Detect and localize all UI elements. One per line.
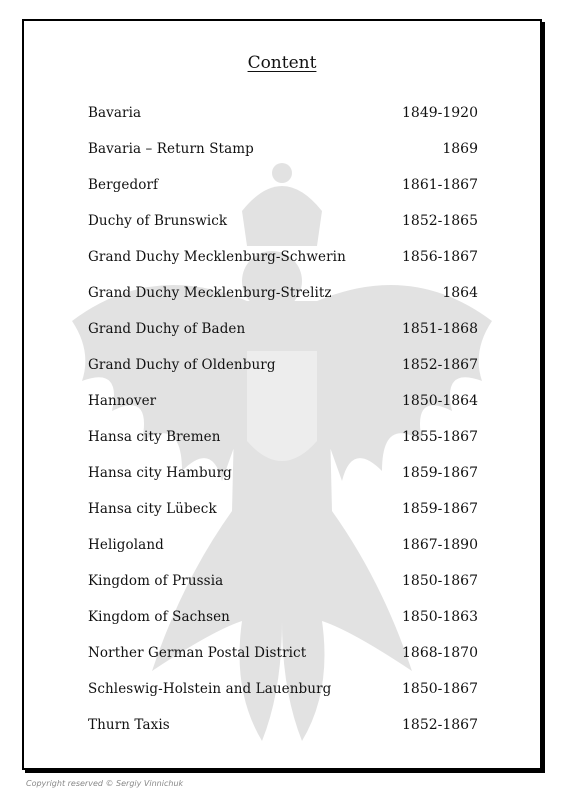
entry-name: Hansa city Bremen xyxy=(88,429,221,445)
entry-name: Thurn Taxis xyxy=(88,717,170,733)
entry-name: Grand Duchy Mecklenburg-Schwerin xyxy=(88,249,346,265)
list-item xyxy=(88,203,478,239)
entry-name: Bergedorf xyxy=(88,177,159,193)
entry-name: Grand Duchy of Oldenburg xyxy=(88,357,276,373)
list-item xyxy=(88,347,478,383)
page-frame xyxy=(22,19,542,770)
entry-years: 1852-1867 xyxy=(402,357,478,373)
entry-years: 1850-1864 xyxy=(402,393,478,409)
entry-years: 1868-1870 xyxy=(402,645,478,661)
list-item xyxy=(88,275,478,311)
entry-years: 1864 xyxy=(442,285,478,301)
entry-years: 1855-1867 xyxy=(402,429,478,445)
entry-name: Hansa city Hamburg xyxy=(88,465,232,481)
list-item xyxy=(88,311,478,347)
entry-years: 1867-1890 xyxy=(402,537,478,553)
entry-name: Bavaria – Return Stamp xyxy=(88,141,254,157)
entry-name: Norther German Postal District xyxy=(88,645,307,661)
list-item xyxy=(88,707,478,743)
entry-years: 1850-1867 xyxy=(402,681,478,697)
entry-name: Hannover xyxy=(88,393,157,409)
entry-name: Grand Duchy Mecklenburg-Strelitz xyxy=(88,285,332,301)
entry-name: Bavaria xyxy=(88,105,142,121)
entry-name: Hansa city Lübeck xyxy=(88,501,217,517)
list-item xyxy=(88,383,478,419)
list-item xyxy=(88,671,478,707)
entry-years: 1852-1867 xyxy=(402,717,478,733)
entry-name: Heligoland xyxy=(88,537,164,553)
content-list xyxy=(88,95,478,743)
list-item xyxy=(88,635,478,671)
entry-years: 1851-1868 xyxy=(402,321,478,337)
entry-years: 1856-1867 xyxy=(402,249,478,265)
entry-name: Kingdom of Sachsen xyxy=(88,609,230,625)
entry-name: Grand Duchy of Baden xyxy=(88,321,246,337)
list-item xyxy=(88,131,478,167)
entry-years: 1861-1867 xyxy=(402,177,478,193)
list-item xyxy=(88,239,478,275)
entry-name: Duchy of Brunswick xyxy=(88,213,228,229)
list-item xyxy=(88,563,478,599)
list-item xyxy=(88,527,478,563)
entry-years: 1869 xyxy=(442,141,478,157)
list-item xyxy=(88,167,478,203)
entry-years: 1850-1867 xyxy=(402,573,478,589)
copyright-footer: Copyright reserved © Sergiy Vinnichuk xyxy=(26,779,184,788)
list-item xyxy=(88,95,478,131)
list-item xyxy=(88,491,478,527)
list-item xyxy=(88,419,478,455)
entry-years: 1852-1865 xyxy=(402,213,478,229)
entry-name: Schleswig-Holstein and Lauenburg xyxy=(88,681,332,697)
entry-name: Kingdom of Prussia xyxy=(88,573,224,589)
entry-years: 1859-1867 xyxy=(402,501,478,517)
list-item xyxy=(88,599,478,635)
entry-years: 1850-1863 xyxy=(402,609,478,625)
entry-years: 1859-1867 xyxy=(402,465,478,481)
entry-years: 1849-1920 xyxy=(402,105,478,121)
list-item xyxy=(88,455,478,491)
page-title: Content xyxy=(247,53,317,73)
